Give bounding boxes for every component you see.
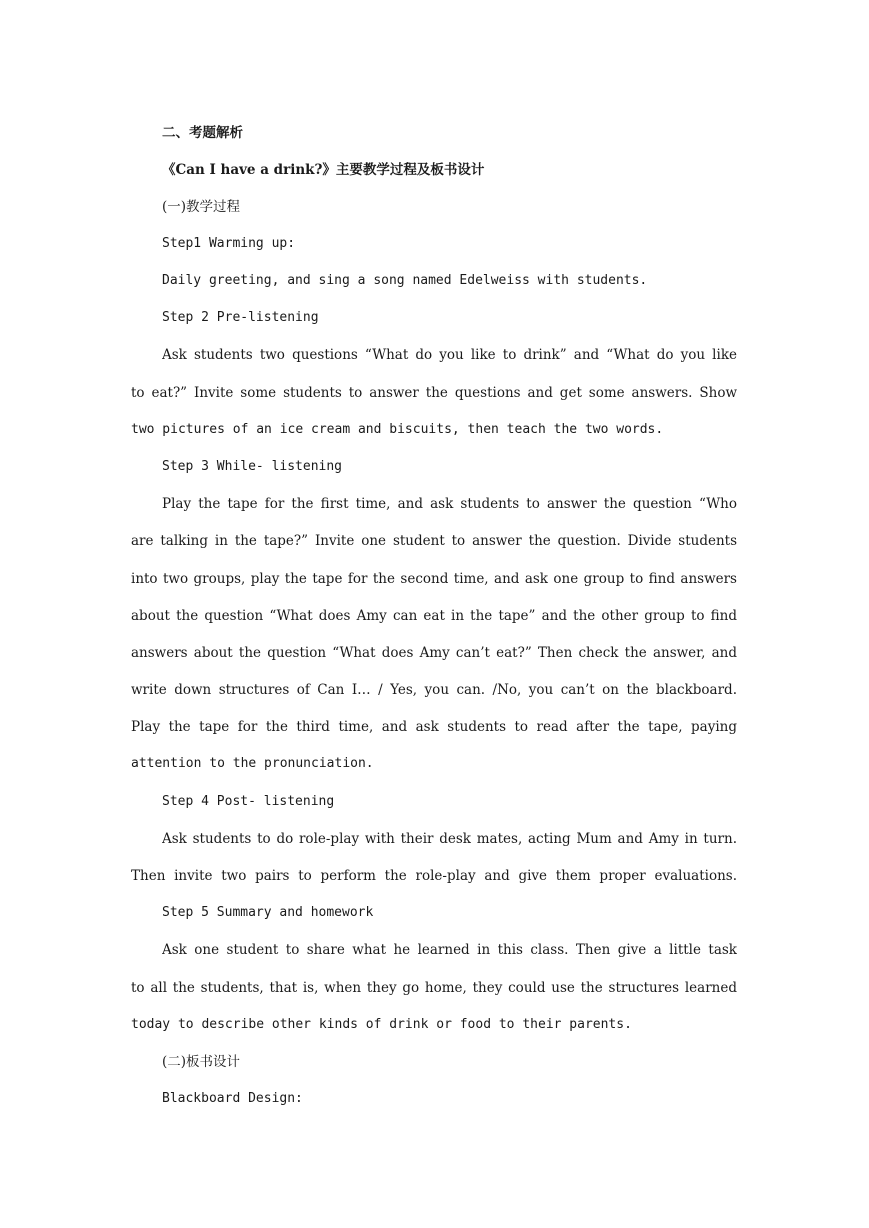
step5-line: to all the students, that is, when they go home, they could use the structures learned <box>131 980 737 996</box>
step4-line: Ask students to do role-play with their desk mates, acting Mum and Amy in turn. <box>162 831 737 847</box>
blackboard-label: Blackboard Design: <box>162 1091 303 1106</box>
step3-line: Play the tape for the first time, and ask students to answer the question “Who <box>162 496 737 512</box>
part2-heading: (二)板书设计 <box>162 1054 241 1070</box>
step5-line: today to describe other kinds of drink or food to their parents. <box>131 1017 632 1032</box>
step1-heading: Step1 Warming up: <box>162 236 296 251</box>
step3-line: into two groups, play the tape for the second time, and ask one group to find answers <box>131 571 737 587</box>
step2-line: Ask students two questions “What do you like to drink” and “What do you like <box>162 347 737 363</box>
lesson-title: 《Can I have a drink?》主要教学过程及板书设计 <box>162 162 485 178</box>
step3-line: Play the tape for the third time, and ask students to read after the tape, paying <box>131 719 737 735</box>
step4-line: Then invite two pairs to perform the role-play and give them proper evaluations. <box>131 868 737 884</box>
step3-line: about the question “What does Amy can eat in the tape” and the other group to find <box>131 608 737 624</box>
step2-line: to eat?” Invite some students to answer the questions and get some answers. Show <box>131 385 737 401</box>
section-heading: 二、考题解析 <box>162 125 243 141</box>
step3-line: write down structures of Can I… / Yes, you can. /No, you can’t on the blackboard. <box>131 682 737 698</box>
step3-heading: Step 3 While- listening <box>162 459 343 474</box>
step5-line: Ask one student to share what he learned in this class. Then give a little task <box>162 942 737 958</box>
part1-heading: (一)教学过程 <box>162 199 241 215</box>
step4-heading: Step 4 Post- listening <box>162 794 335 809</box>
step5-heading: Step 5 Summary and homework <box>162 905 374 920</box>
step3-line: attention to the pronunciation. <box>131 756 374 771</box>
step1-body: Daily greeting, and sing a song named Edelweiss with students. <box>162 273 648 288</box>
step3-line: are talking in the tape?” Invite one student to answer the question. Divide students <box>131 533 737 549</box>
step3-line: answers about the question “What does Amy can’t eat?” Then check the answer, and <box>131 645 737 661</box>
step2-heading: Step 2 Pre-listening <box>162 310 319 325</box>
step2-line: two pictures of an ice cream and biscuits, then teach the two words. <box>131 422 664 437</box>
